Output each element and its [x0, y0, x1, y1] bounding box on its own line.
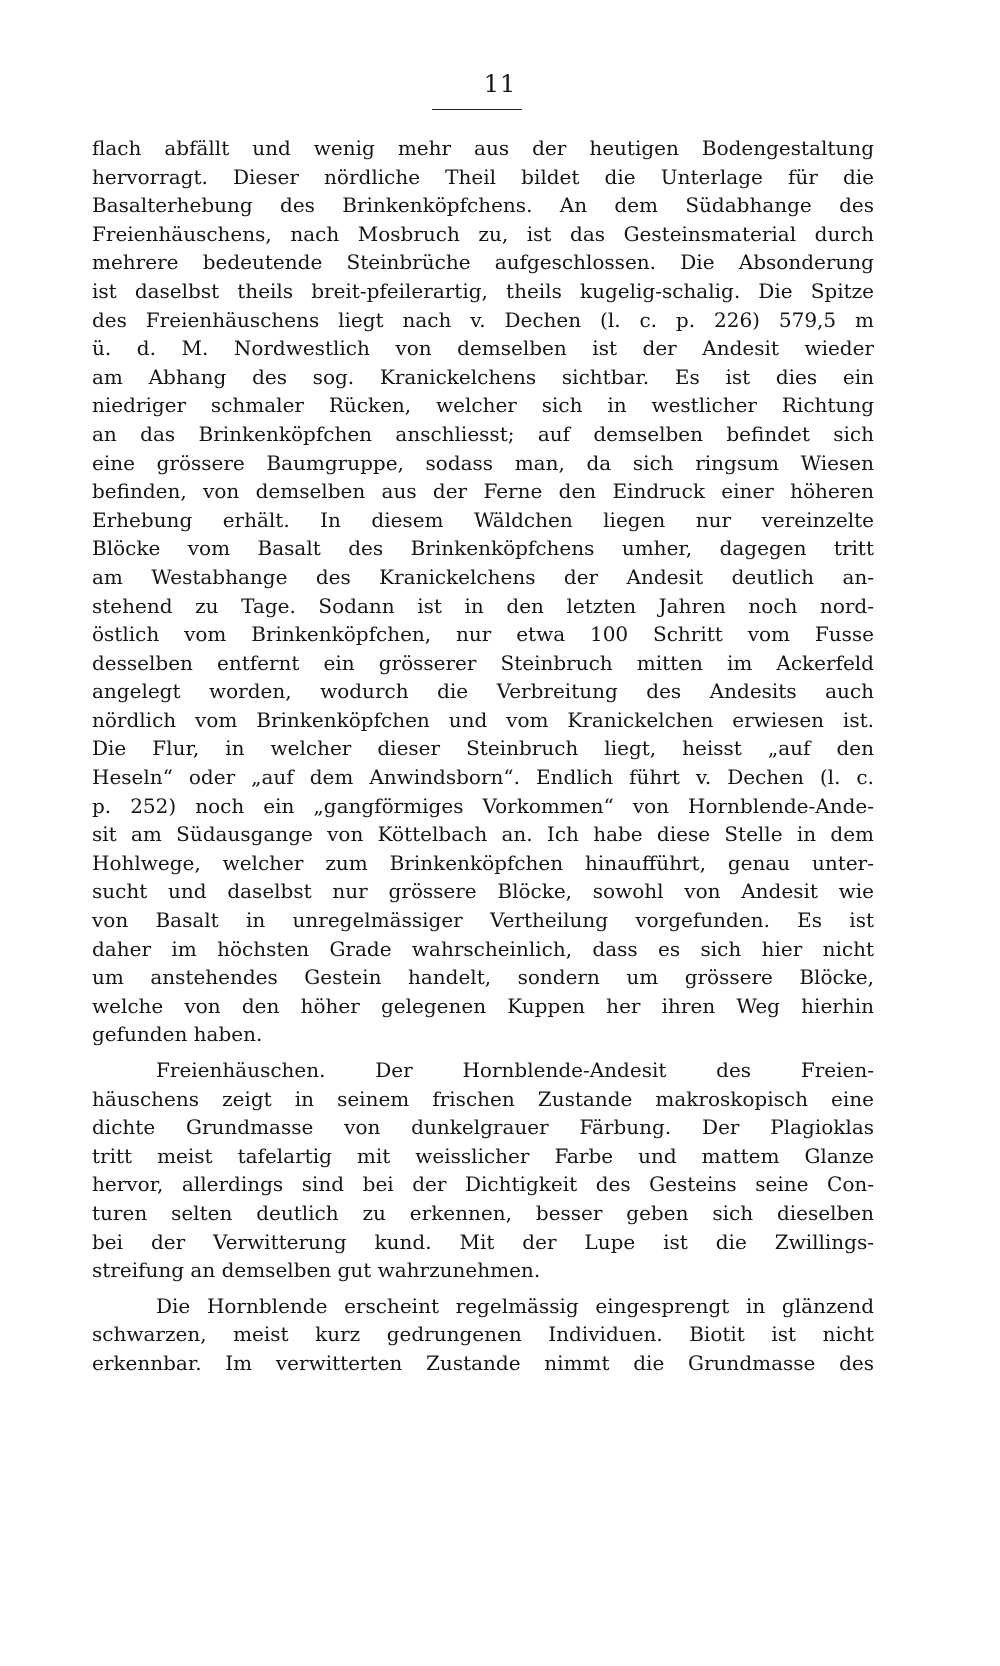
- text-line: eine grössere Baumgruppe, sodass man, da sich ringsum Wiesen: [92, 450, 874, 475]
- text-line: von Basalt in unregelmässiger Vertheilung vorgefunden. Es ist: [92, 908, 874, 933]
- text-line: am Westabhange des Kranickelchens der Andesit deutlich an-: [92, 564, 874, 589]
- text-line: Die Flur, in welcher dieser Steinbruch liegt, heisst „auf den: [92, 736, 874, 761]
- page-number-rule: [432, 109, 522, 110]
- text-line: niedriger schmaler Rücken, welcher sich in westlicher Richtung: [92, 393, 874, 418]
- text-line: Heseln“ oder „auf dem Anwindsborn“. Endlich führt v. Dechen (l. c.: [92, 765, 874, 790]
- text-line: häuschens zeigt in seinem frischen Zustande makroskopisch eine: [92, 1086, 874, 1111]
- text-line: sit am Südausgange von Köttelbach an. Ich habe diese Stelle in dem: [92, 822, 874, 847]
- text-line: ist daselbst theils breit-pfeilerartig, theils kugelig-schalig. Die Spitze: [92, 278, 874, 303]
- text-line: stehend zu Tage. Sodann ist in den letzten Jahren noch nord-: [92, 593, 874, 618]
- text-line: gefunden haben.: [92, 1022, 263, 1047]
- page-number: 11: [483, 70, 517, 98]
- text-line: p. 252) noch ein „gangförmiges Vorkommen“ von Hornblende-Ande-: [92, 793, 874, 818]
- text-line: Blöcke vom Basalt des Brinkenköpfchens umher, dagegen tritt: [92, 536, 874, 561]
- text-line: bei der Verwitterung kund. Mit der Lupe ist die Zwillings-: [92, 1229, 874, 1254]
- text-line: Freienhäuschens, nach Mosbruch zu, ist das Gesteinsmaterial durch: [92, 221, 874, 246]
- text-line: nördlich vom Brinkenköpfchen und vom Kranickelchen erwiesen ist.: [92, 707, 874, 732]
- text-line: daher im höchsten Grade wahrscheinlich, dass es sich hier nicht: [92, 936, 874, 961]
- text-line: befinden, von demselben aus der Ferne den Eindruck einer höheren: [92, 479, 874, 504]
- text-line: am Abhang des sog. Kranickelchens sichtbar. Es ist dies ein: [92, 364, 874, 389]
- text-line: Erhebung erhält. In diesem Wäldchen liegen nur vereinzelte: [92, 507, 874, 532]
- text-line: mehrere bedeutende Steinbrüche aufgeschlossen. Die Absonderung: [92, 250, 874, 275]
- text-line: streifung an demselben gut wahrzunehmen.: [92, 1258, 541, 1283]
- text-line: flach abfällt und wenig mehr aus der heutigen Bodengestaltung: [92, 136, 874, 160]
- text-line: Hohlwege, welcher zum Brinkenköpfchen hinaufführt, genau unter-: [92, 850, 874, 875]
- text-line: hervor, allerdings sind bei der Dichtigkeit des Gesteins seine Con-: [92, 1172, 874, 1197]
- text-line: sucht und daselbst nur grössere Blöcke, sowohl von Andesit wie: [92, 879, 874, 904]
- text-line: an das Brinkenköpfchen anschliesst; auf demselben befindet sich: [92, 421, 874, 446]
- text-line: Basalterhebung des Brinkenköpfchens. An dem Südabhange des: [92, 193, 874, 218]
- paragraph-3: [92, 1292, 874, 1378]
- text-line: des Freienhäuschens liegt nach v. Dechen (l. c. p. 226) 579,5 m: [92, 307, 874, 332]
- body-text: [92, 134, 874, 1378]
- text-line: Die Hornblende erscheint regelmässig eingesprengt in glänzend: [156, 1293, 874, 1318]
- text-line: ü. d. M. Nordwestlich von demselben ist der Andesit wieder: [92, 336, 874, 361]
- text-line: um anstehendes Gestein handelt, sondern um grössere Blöcke,: [92, 965, 874, 990]
- text-line: dichte Grundmasse von dunkelgrauer Färbung. Der Plagioklas: [92, 1115, 874, 1140]
- text-line: östlich vom Brinkenköpfchen, nur etwa 100 Schritt vom Fusse: [92, 622, 874, 647]
- text-line: hervorragt. Dieser nördliche Theil bildet die Unterlage für die: [92, 164, 874, 189]
- paragraph-2: [92, 1056, 874, 1285]
- text-line: Freienhäuschen. Der Hornblende-Andesit des Freien-: [156, 1058, 874, 1082]
- text-line: erkennbar. Im verwitterten Zustande nimmt die Grundmasse des: [92, 1350, 874, 1375]
- paragraph-1: [92, 134, 874, 1049]
- text-line: turen selten deutlich zu erkennen, besser geben sich dieselben: [92, 1200, 874, 1225]
- text-line: desselben entfernt ein grösserer Steinbruch mitten im Ackerfeld: [92, 650, 874, 675]
- text-line: tritt meist tafelartig mit weisslicher Farbe und mattem Glanze: [92, 1143, 874, 1168]
- text-line: schwarzen, meist kurz gedrungenen Individuen. Biotit ist nicht: [92, 1322, 874, 1347]
- text-line: welche von den höher gelegenen Kuppen her ihren Weg hierhin: [92, 993, 874, 1018]
- text-line: angelegt worden, wodurch die Verbreitung des Andesits auch: [92, 679, 874, 704]
